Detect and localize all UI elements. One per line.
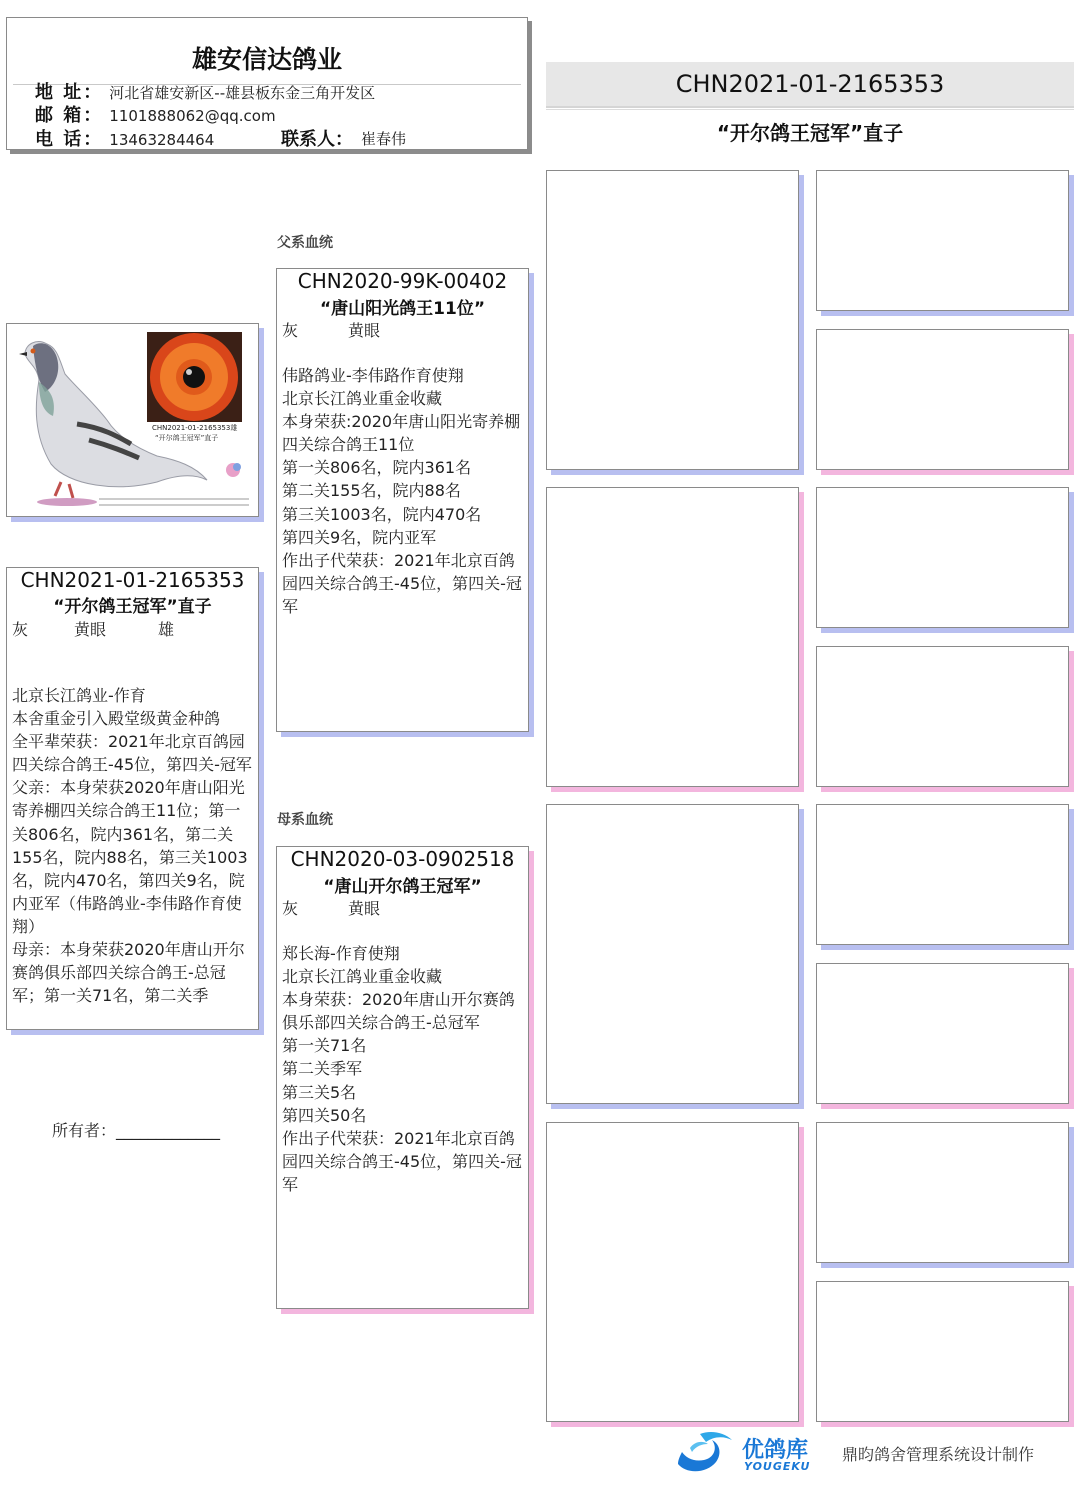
- owner-label: 所有者：: [52, 1121, 117, 1140]
- subject-line: 父亲：本身荣获2020年唐山阳光寄养棚四关综合鸽王11位；第一关806名，院内361名，第二关155名，院内88名，第三关1003名，院内470名，第四关9名，院内亚军（伟路鸽业-李伟路作育使翔）: [12, 778, 248, 936]
- dam-line: 第三关5名: [282, 1082, 357, 1102]
- dam-line: 郑长海-作育使翔: [282, 944, 400, 963]
- dam-eye: 黄眼: [348, 899, 381, 918]
- sire-line: 第四关9名，院内亚军: [282, 527, 437, 547]
- pigeon-image: [7, 324, 258, 516]
- dam-line: 北京长江鸽业重金收藏: [282, 967, 443, 987]
- kennel-name: 雄安信达鸽业: [191, 45, 342, 74]
- subject-ring-number: CHN2021-01-2165353: [20, 568, 245, 592]
- subject-pedigree-card: [6, 567, 259, 1030]
- dam-line: 作出子代荣获：2021年北京百鸽园四关综合鸽王-45位，第四关-冠军: [282, 1128, 522, 1194]
- paternal-granddam-card: [546, 487, 799, 787]
- sire-ring-number: CHN2020-99K-00402: [297, 269, 508, 293]
- sire-line: 伟路鸽业-李伟路作育使翔: [282, 366, 464, 385]
- subject-traits: [12, 617, 174, 640]
- dam-ring-number: CHN2020-03-0902518: [290, 847, 515, 871]
- subject-eye: 黄眼: [74, 620, 107, 639]
- dam-section-label: 母系血统: [277, 812, 333, 828]
- brand-name-en: YOUGEKU: [744, 1460, 811, 1473]
- footer-branding: [672, 1428, 1072, 1478]
- dam-line: 第二关季军: [282, 1059, 363, 1079]
- subject-name: “开尔鸽王冠军”直子: [53, 597, 212, 617]
- dam-line: 本身荣获：2020年唐山开尔赛鸽俱乐部四关综合鸽王-总冠军: [282, 990, 515, 1033]
- made-by-text: 鼎昀鸽舍管理系统设计制作: [842, 1445, 1035, 1464]
- swirl-logo-icon: [672, 1428, 740, 1476]
- phone-label: 电 话：: [35, 129, 104, 150]
- dam-line: 第一关71名: [282, 1036, 367, 1056]
- contact-label: 联系人：: [281, 129, 353, 150]
- email-value: 1101888062@qq.com: [109, 107, 276, 125]
- maternal-granddam-card: [546, 1122, 799, 1422]
- dam-color: 灰: [282, 899, 299, 918]
- subject-line: 母亲：本身荣获2020年唐山开尔赛鸽俱乐部四关综合鸽王-总冠军；第一关71名，第二关季: [12, 940, 245, 1006]
- subject-color: 灰: [12, 620, 29, 639]
- great-grandparent-card: [816, 487, 1069, 628]
- sire-line: 本身荣获:2020年唐山阳光寄养棚四关综合鸽王11位: [282, 412, 521, 455]
- photo-caption-ring: CHN2021-01-2165353雄: [152, 424, 238, 432]
- dam-pedigree-card: [276, 846, 529, 1309]
- phone-value: 13463284464: [109, 131, 215, 149]
- eye-photo: [147, 332, 242, 422]
- address-value: 河北省雄安新区--雄县板东金三角开发区: [109, 84, 376, 102]
- dam-name: “唐山开尔鸽王冠军”: [323, 877, 482, 897]
- address-label: 地 址：: [35, 82, 104, 103]
- owner-line: [52, 1118, 220, 1141]
- subject-line: 北京长江鸽业-作育: [12, 686, 146, 705]
- banner-ring-number: CHN2021-01-2165353: [675, 70, 945, 98]
- subject-line: 本舍重金引入殿堂级黄金种鸽: [12, 709, 221, 729]
- dam-traits: [282, 896, 380, 919]
- email-row: [35, 101, 276, 127]
- sire-line: 北京长江鸽业重金收藏: [282, 389, 443, 409]
- sire-color: 灰: [282, 321, 299, 340]
- sire-section-label: 父系血统: [277, 235, 333, 251]
- email-label: 邮 箱：: [35, 105, 104, 126]
- ring-number-banner: [546, 62, 1074, 108]
- dam-line: 第四关50名: [282, 1105, 367, 1125]
- subject-line: 全平辈荣获：2021年北京百鸽园四关综合鸽王-45位，第四关-冠军: [12, 732, 252, 775]
- sire-line: 第二关155名，院内88名: [282, 481, 461, 501]
- great-grandparent-card: [816, 170, 1069, 311]
- subject-description: [12, 684, 254, 1027]
- sire-name: “唐山阳光鸽王11位”: [319, 299, 485, 319]
- sire-line: 作出子代荣获：2021年北京百鸽园四关综合鸽王-45位，第四关-冠军: [282, 550, 522, 616]
- sire-eye: 黄眼: [348, 321, 381, 340]
- great-grandparent-card: [816, 1281, 1069, 1422]
- maternal-grandsire-card: [546, 804, 799, 1104]
- great-grandparent-card: [816, 646, 1069, 787]
- owner-blank: _____________: [116, 1121, 221, 1140]
- great-grandparent-card: [816, 1122, 1069, 1263]
- sire-line: 第一关806名，院内361名: [282, 458, 472, 478]
- sire-pedigree-card: [276, 268, 529, 732]
- contact-value: 崔春伟: [361, 130, 407, 148]
- sire-traits: [282, 318, 380, 341]
- subject-sex: 雄: [158, 620, 175, 639]
- great-grandparent-card: [816, 963, 1069, 1104]
- great-grandparent-card: [816, 804, 1069, 945]
- kennel-info-card: [6, 17, 528, 150]
- photo-caption-name: “开尔鸽王冠军”直子: [155, 434, 219, 442]
- divider: [546, 109, 1074, 110]
- sire-description: [282, 364, 524, 724]
- sire-line: 第三关1003名，院内470名: [282, 504, 482, 524]
- phone-row: [35, 125, 407, 151]
- pigeon-photo: [6, 323, 259, 517]
- banner-subtitle: “开尔鸽王冠军”直子: [716, 121, 904, 145]
- brand-name: 优鸽库: [742, 1438, 809, 1463]
- paternal-grandsire-card: [546, 170, 799, 470]
- dam-description: [282, 942, 524, 1302]
- great-grandparent-card: [816, 329, 1069, 470]
